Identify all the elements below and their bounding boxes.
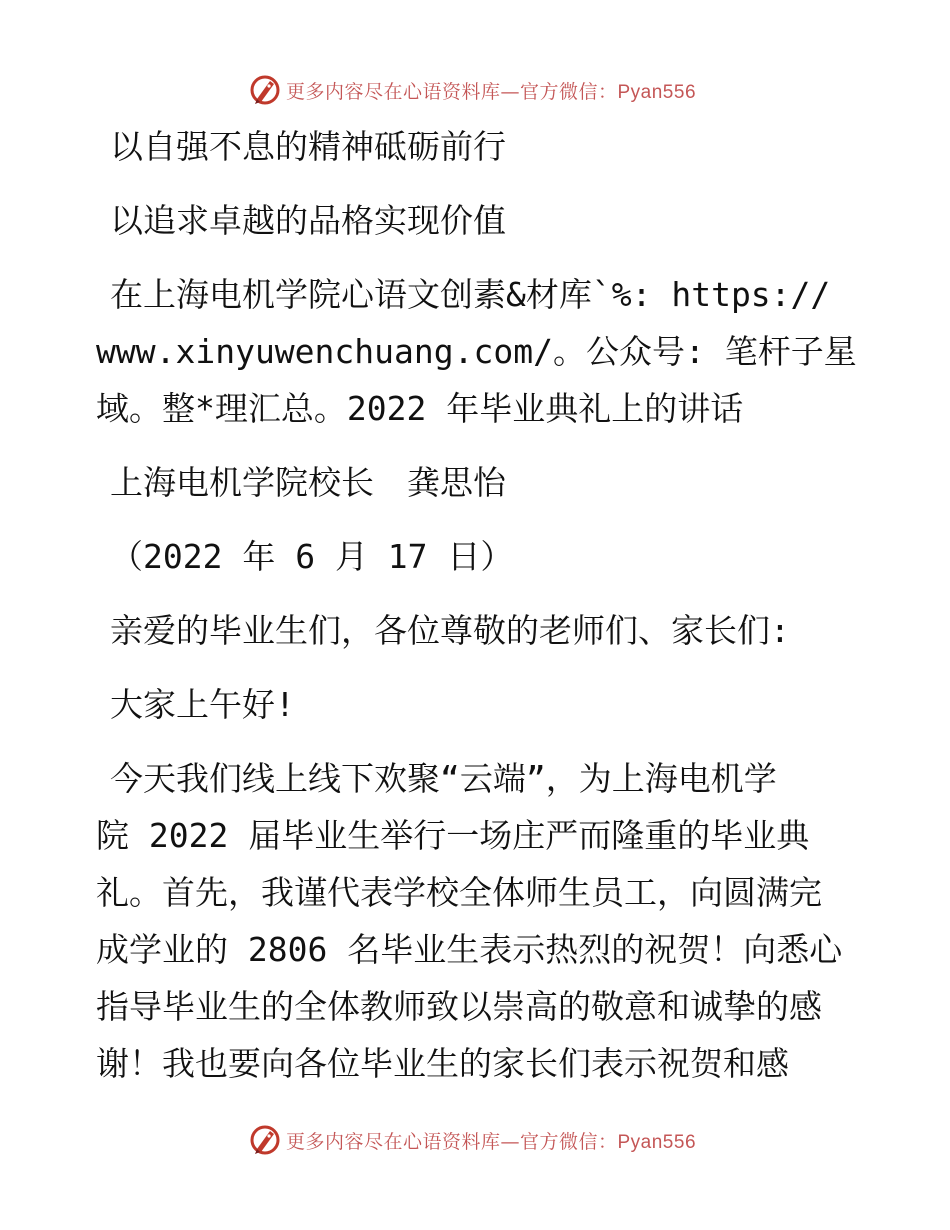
text-line: 大家上午好!	[110, 685, 295, 724]
watermark-handle: Pyan556	[617, 81, 697, 103]
text-line: 谢！我也要向各位毕业生的家长们表示祝贺和感	[96, 1044, 789, 1083]
text-line: 亲爱的毕业生们，各位尊敬的老师们、家长们:	[110, 611, 790, 650]
text-line: 礼。首先，我谨代表学校全体师生员工，向圆满完	[96, 873, 822, 912]
text-line: 今天我们线上线下欢聚“云端”，为上海电机学	[110, 759, 777, 798]
pen-logo-icon	[248, 1123, 282, 1157]
text-line: 域。整*理汇总。2022 年毕业典礼上的讲话	[96, 389, 744, 428]
pen-logo-icon	[248, 73, 282, 107]
text-line: 以自强不息的精神砥砺前行	[110, 127, 506, 166]
text-line: （2022 年 6 月 17 日）	[110, 537, 514, 576]
text-line: 成学业的 2806 名毕业生表示热烈的祝贺！向悉心	[96, 930, 843, 969]
text-line: 在上海电机学院心语文创素&材库`%: https://	[110, 275, 831, 314]
text-line: 以追求卓越的品格实现价值	[110, 201, 506, 240]
text-line: 上海电机学院校长 龚思怡	[110, 463, 506, 502]
watermark-text: 更多内容尽在心语资料库—官方微信：	[285, 1130, 618, 1153]
speech-body	[96, 118, 876, 1092]
header-watermark	[0, 70, 950, 110]
footer-watermark	[0, 1120, 950, 1160]
text-line: 院 2022 届毕业生举行一场庄严而隆重的毕业典	[96, 816, 810, 855]
watermark-text: 更多内容尽在心语资料库—官方微信：	[285, 80, 618, 103]
watermark-handle: Pyan556	[617, 1131, 697, 1153]
text-line: 指导毕业生的全体教师致以崇高的敬意和诚挚的感	[96, 987, 822, 1026]
text-line: www.xinyuwenchuang.com/。公众号: 笔杆子星	[96, 332, 857, 371]
